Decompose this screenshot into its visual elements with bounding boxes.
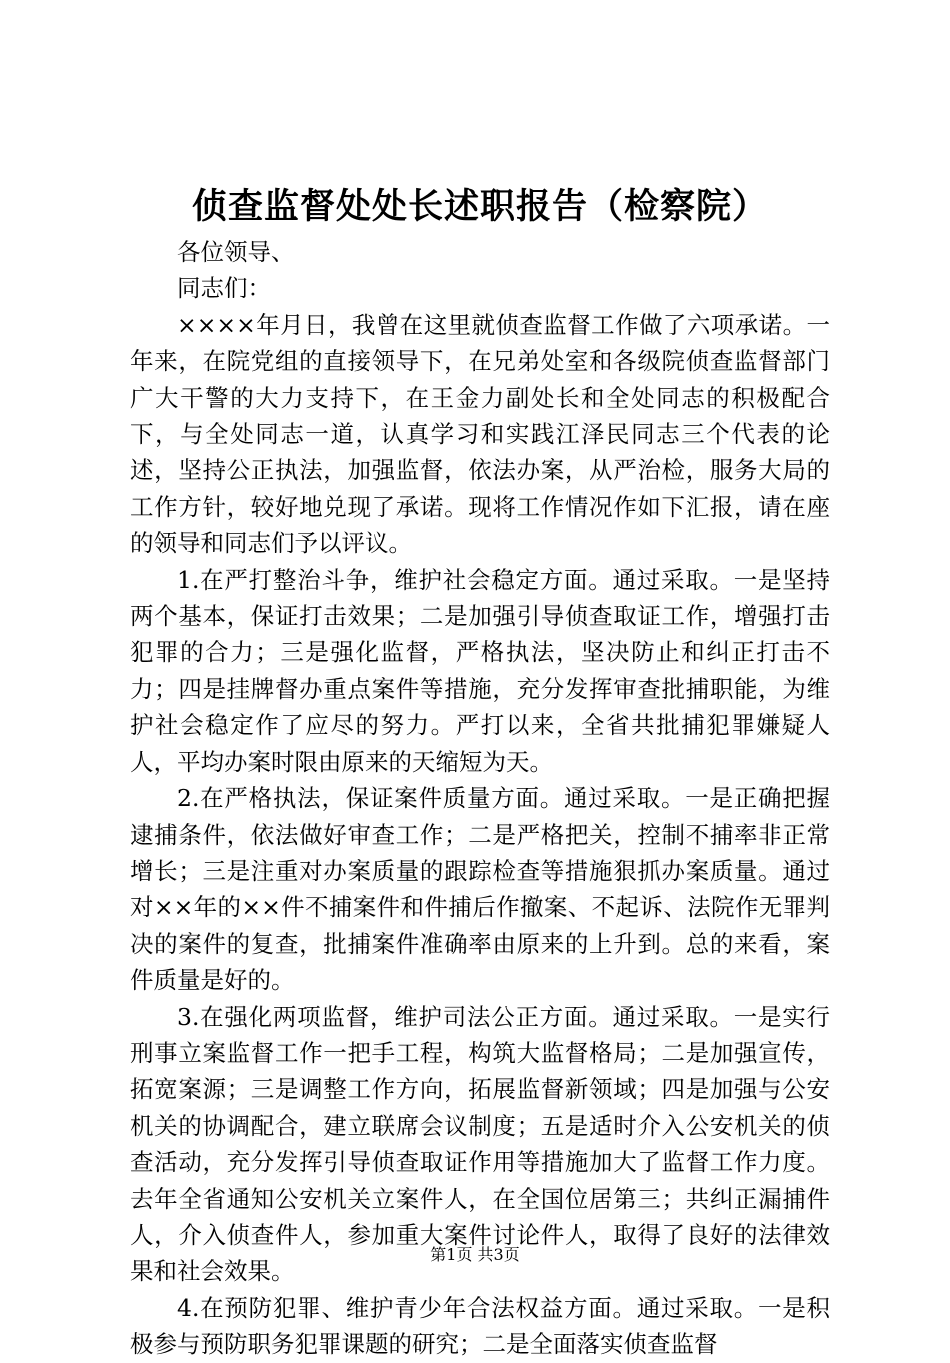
body-paragraph: 2.在严格执法，保证案件质量方面。通过采取。一是正确把握逮捕条件，依法做好审查工作；二是严格把关，控制不捕率非正常增长；三是注重对办案质量的跟踪检查等措施狠抓办案质量。通过对××年的××件不捕案件和件捕后作撤案、不起诉、法院作无罪判决的案件的复查，批捕案件准确率由原来的上升到。总的来看，案件质量是好的。 <box>130 784 830 995</box>
salutation-line: 同志们： <box>177 274 271 303</box>
document-title: 侦查监督处处长述职报告（检察院） <box>191 186 768 227</box>
salutation-line: 各位领导、 <box>177 238 295 266</box>
body-paragraph: 1.在严打整治斗争，维护社会稳定方面。通过采取。一是坚持两个基本，保证打击效果；二是加强引导侦查取证工作，增强打击犯罪的合力；三是强化监督，严格执法，坚决防止和纠正打击不力；四是挂牌督办重点案件等措施，充分发挥审查批捕职能，为维护社会稳定作了应尽的努力。严打以来，全省共批捕犯罪嫌疑人人，平均办案时限由原来的天缩短为天。 <box>130 565 830 776</box>
body-paragraph: ××××年月日，我曾在这里就侦查监督工作做了六项承诺。一年来，在院党组的直接领导下，在兄弟处室和各级院侦查监督部门广大干警的大力支持下，在王金力副处长和全处同志的积极配合下，与全处同志一道，认真学习和实践江泽民同志三个代表的论述，坚持公正执法，加强监督，依法办案，从严治检，服务大局的工作方针，较好地兑现了承诺。现将工作情况作如下汇报，请在座的领导和同志们予以评议。 <box>130 310 830 558</box>
body-paragraph: 4.在预防犯罪、维护青少年合法权益方面。通过采取。一是积极参与预防职务犯罪课题的研究；二是全面落实侦查监督 <box>130 1293 830 1359</box>
document-body <box>130 234 830 1363</box>
page-footer: 第1页 共3页 <box>430 1245 520 1264</box>
body-paragraph: 3.在强化两项监督，维护司法公正方面。通过采取。一是实行刑事立案监督工作一把手工程，构筑大监督格局；二是加强宣传，拓宽案源；三是调整工作方向，拓展监督新领域；四是加强与公安机关的协调配合，建立联席会议制度；五是适时介入公安机关的侦查活动，充分发挥引导侦查取证作用等措施加大了监督工作力度。去年全省通知公安机关立案件人，在全国位居第三；共纠正漏捕件人，介入侦查件人，参加重大案件讨论件人，取得了良好的法律效果和社会效果。 <box>130 1002 830 1286</box>
